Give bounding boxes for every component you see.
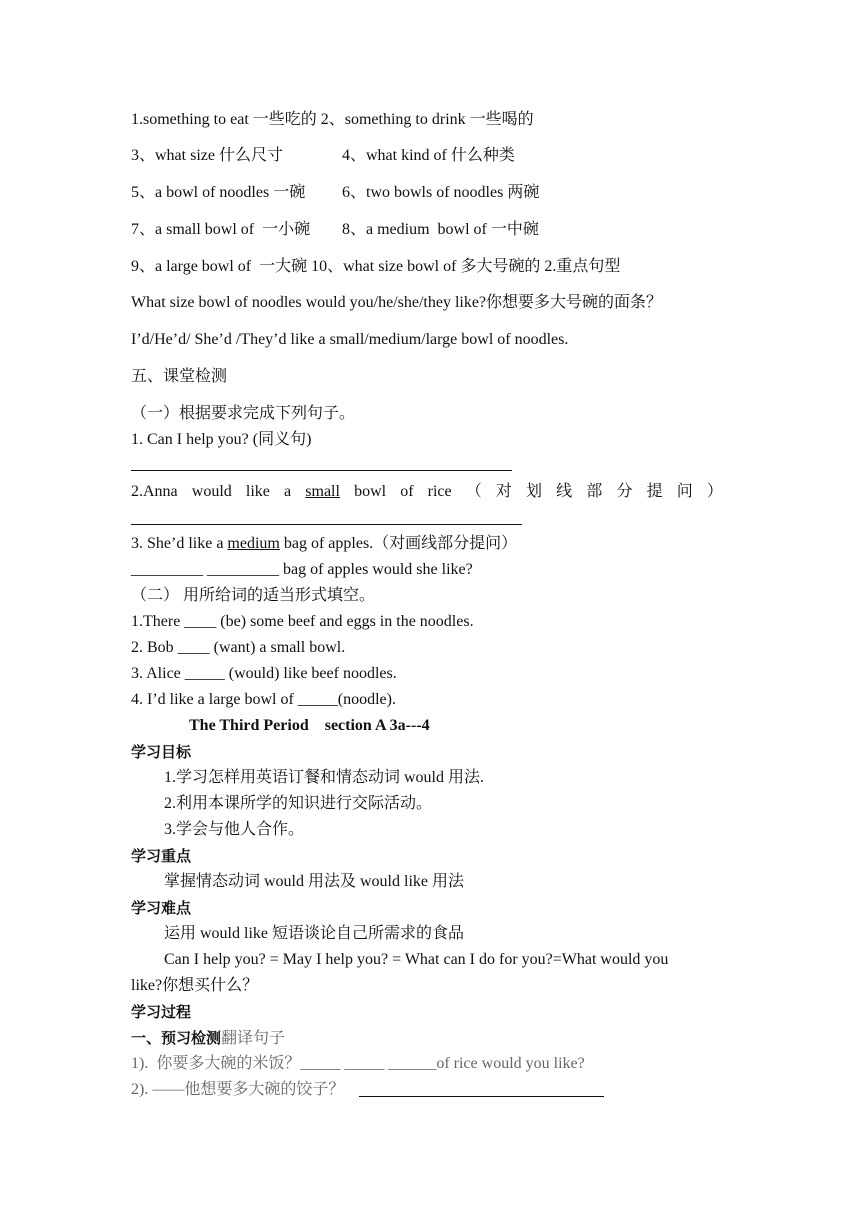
q2-word: bowl bbox=[354, 483, 387, 500]
q2-word: 对 bbox=[495, 483, 512, 500]
key-sentence-question: What size bowl of noodles would you/he/she/they like?你想要多大号碗的面条？ bbox=[131, 294, 663, 311]
key-point: 掌握情态动词 would 用法及 would like 用法 bbox=[164, 873, 464, 890]
phrase-8: 8、a medium bowl of 一中碗 bbox=[342, 221, 539, 238]
difficulty-example-1: Can I help you? = May I help you? = What can I do for you?=What would you bbox=[164, 951, 669, 968]
q3-text: 3. She’d like a bbox=[131, 535, 228, 552]
q2-word: 提 bbox=[646, 483, 663, 500]
question-3 bbox=[131, 534, 517, 554]
q2-word: 问 bbox=[676, 483, 693, 500]
heading-key: 学习重点 bbox=[131, 847, 192, 865]
q2-word: 部 bbox=[586, 483, 603, 500]
q2-word: （ bbox=[465, 483, 482, 500]
q3-underlined-word: medium bbox=[227, 535, 280, 552]
difficulty-point: 运用 would like 短语谈论自己所需求的食品 bbox=[164, 925, 464, 942]
part-2-instruction: （二） 用所给词的适当形式填空。 bbox=[131, 587, 376, 604]
q2-word: ） bbox=[706, 483, 723, 500]
answer-line-1 bbox=[131, 470, 512, 471]
q3-text-end: bag of apples.（对画线部分提问） bbox=[279, 535, 518, 552]
phrase-6: 6、two bowls of noodles 两碗 bbox=[342, 184, 540, 201]
preview-2: 2). ——他想要多大碗的饺子？ bbox=[131, 1081, 345, 1098]
phrase-7: 7、a small bowl of 一小碗 bbox=[131, 221, 311, 238]
key-sentence-answer: I’d/He’d/ She’d /They’d like a small/medium/large bowl of noodles. bbox=[131, 331, 569, 348]
difficulty-example-2: like?你想买什么？ bbox=[131, 977, 259, 994]
q2-underlined-word: small bbox=[305, 483, 340, 500]
part-1-instruction: （一）根据要求完成下列句子。 bbox=[131, 405, 356, 422]
preview-heading bbox=[131, 1028, 285, 1049]
goal-2: 2.利用本课所学的知识进行交际活动。 bbox=[164, 795, 433, 812]
fill-2: 2. Bob ____ (want) a small bowl. bbox=[131, 639, 346, 656]
heading-goals: 学习目标 bbox=[131, 743, 192, 761]
phrase-5: 5、a bowl of noodles 一碗 bbox=[131, 184, 306, 201]
heading-process: 学习过程 bbox=[131, 1003, 192, 1021]
q2-word: of bbox=[400, 483, 414, 500]
preview-1: 1). 你要多大碗的米饭？_____ _____ ______of rice would you like? bbox=[131, 1055, 585, 1072]
question-3-answer: _________ _________ bag of apples would she like? bbox=[131, 561, 473, 578]
phrase-line-1: 1.something to eat 一些吃的 2、something to drink 一些喝的 bbox=[131, 111, 534, 128]
fill-1: 1.There ____ (be) some beef and eggs in the noodles. bbox=[131, 613, 474, 630]
question-1: 1. Can I help you? (同义句) bbox=[131, 431, 312, 448]
goal-3: 3.学会与他人合作。 bbox=[164, 821, 305, 838]
q2-word: a bbox=[284, 483, 292, 500]
fill-4: 4. I’d like a large bowl of _____(noodle). bbox=[131, 691, 396, 708]
goal-1: 1.学习怎样用英语订餐和情态动词 would 用法. bbox=[164, 769, 485, 786]
fill-3: 3. Alice _____ (would) like beef noodles. bbox=[131, 665, 397, 682]
answer-line-2 bbox=[131, 524, 522, 525]
preview-title: 一、预习检测 bbox=[131, 1029, 222, 1047]
period-title: The Third Period section A 3a---4 bbox=[189, 717, 430, 734]
phrase-3: 3、what size 什么尺寸 bbox=[131, 147, 283, 164]
q2-word: 分 bbox=[616, 483, 633, 500]
heading-difficulty: 学习难点 bbox=[131, 899, 192, 917]
section-heading-check: 五、课堂检测 bbox=[131, 368, 228, 385]
preview-subtitle: 翻译句子 bbox=[221, 1030, 286, 1047]
question-2 bbox=[131, 482, 723, 502]
q2-word: rice bbox=[427, 483, 452, 500]
q2-word: 线 bbox=[556, 483, 573, 500]
phrase-4: 4、what kind of 什么种类 bbox=[342, 147, 515, 164]
answer-line-preview-2 bbox=[359, 1096, 604, 1097]
q2-word: like bbox=[245, 483, 270, 500]
q2-word: would bbox=[191, 483, 232, 500]
phrase-line-5: 9、a large bowl of 一大碗 10、what size bowl of 多大号碗的 2.重点句型 bbox=[131, 258, 621, 275]
q2-word: 划 bbox=[526, 483, 543, 500]
q2-word: 2.Anna bbox=[131, 483, 178, 500]
